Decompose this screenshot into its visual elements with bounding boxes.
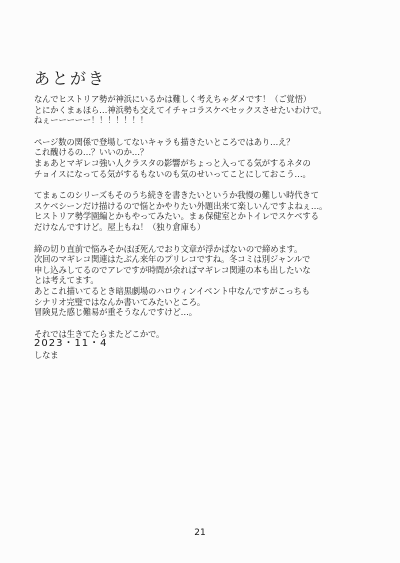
text-line: ヒストリア勢学園編とかもやってみたい。まぁ保健室とかトイレでスケベする <box>34 211 319 222</box>
paragraph-5 <box>34 329 378 361</box>
afterword-heading: あとがき <box>34 69 107 88</box>
text-line: まぁあとマギレコ強い人クラスタの影響がちょっと入ってる気がするネタの <box>34 157 311 168</box>
text-line: だけなんですけど。屋上もね！（独り倉庫も） <box>34 221 206 232</box>
text-line: ねぇーーーーー！！！！！！！ <box>34 115 149 126</box>
page-number: 21 <box>194 528 206 538</box>
paragraph-3 <box>34 190 378 232</box>
text-line: 申し込みしてるのでアレですが時間が余ればマギレコ関連の本も出したいな <box>34 264 311 275</box>
text-line: 締の切り直前で悩みそかほぼ死んでおり文章が浮かばないので締めます。 <box>34 243 303 254</box>
text-line: なんでヒストリア勢が神浜にいるかは難しく考えちゃダメです！（ご覚悟） <box>34 94 311 104</box>
text-line: ページ数の関係で登場してないキャラも描きたいところではあり…え？ <box>34 136 295 147</box>
text-line: あとこれ描いてるとき暗黒劇場のハロウィンイベント中なんですがこっちも <box>34 285 310 296</box>
text-line: てまぁこのシリーズもそのうち続きを書きたいというか我慢の難しい時代きて <box>34 190 319 201</box>
text-line: それでは生きてたらまたどこかで。 <box>34 328 165 339</box>
afterword-body <box>34 94 378 371</box>
paragraph-1 <box>34 94 378 126</box>
paragraph-2 <box>34 137 378 179</box>
text-line: スケベシーンだけ描けるので悩とかやりたい外題出来て楽しいんですよねぇ…。 <box>34 200 328 211</box>
text-line: これ醜けるの…？いいのか…？ <box>34 147 149 158</box>
text-line: 冒険見た感じ難易が重そうなんですけど…。 <box>34 307 197 318</box>
text-line: とにかくまぁほら…神浜勢も交えてイチャコラスケベセックスさせたいわけで。 <box>34 104 327 115</box>
text-line: とは考えてます。 <box>34 275 99 286</box>
date: 2023・11・4 <box>34 339 108 350</box>
text-line: 次回のマギレコ関連はたぶん来年のプリレコですね。冬コミは別ジャンルで <box>34 254 311 265</box>
signature: しなま <box>34 349 59 360</box>
text-line: チョイスになってる気がするもないのも気のせいってことにしておこう…。 <box>34 168 311 179</box>
text-line: シナリオ完璧ではなんか書いてみたいところ。 <box>34 296 206 307</box>
paragraph-4 <box>34 244 378 318</box>
